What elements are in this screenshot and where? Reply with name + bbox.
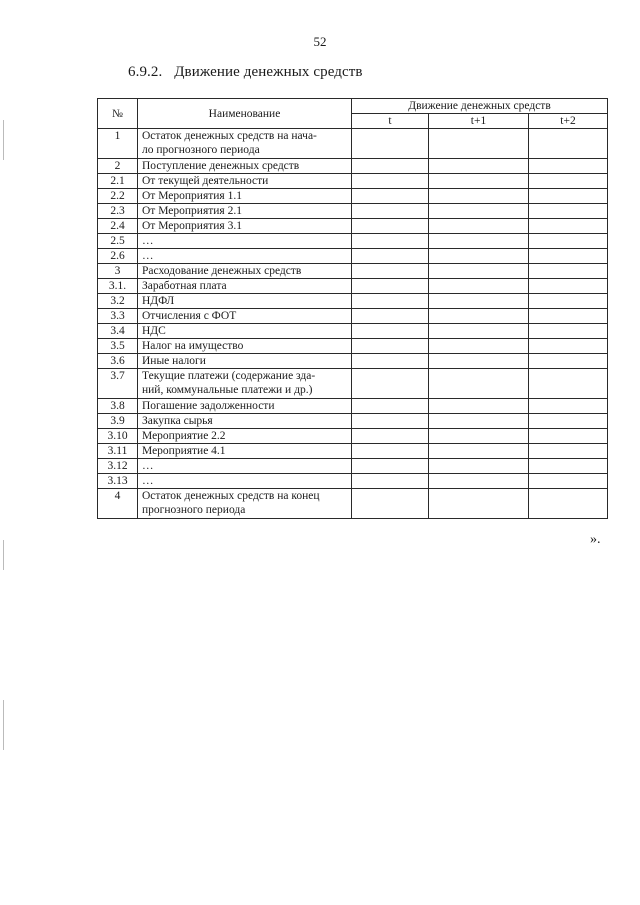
value-cell-t2 <box>529 489 608 519</box>
table-row <box>98 414 608 429</box>
table-row <box>98 324 608 339</box>
value-cell-t1 <box>429 309 529 324</box>
header-period-t2: t+2 <box>529 114 608 129</box>
value-cell-t2 <box>529 309 608 324</box>
value-cell-t <box>352 219 429 234</box>
value-cell-t <box>352 174 429 189</box>
value-cell-t <box>352 474 429 489</box>
row-number: 2.6 <box>98 249 138 264</box>
value-cell-t2 <box>529 279 608 294</box>
table-row <box>98 264 608 279</box>
table-header-row <box>98 99 608 114</box>
row-name: Мероприятие 2.2 <box>138 429 352 444</box>
row-name: Закупка сырья <box>138 414 352 429</box>
row-number: 3.13 <box>98 474 138 489</box>
header-name: Наименование <box>138 99 352 129</box>
table-row <box>98 369 608 399</box>
value-cell-t2 <box>529 189 608 204</box>
table-row <box>98 339 608 354</box>
row-number: 3.10 <box>98 429 138 444</box>
value-cell-t1 <box>429 324 529 339</box>
scan-margin-mark <box>3 700 4 750</box>
value-cell-t2 <box>529 294 608 309</box>
value-cell-t1 <box>429 414 529 429</box>
value-cell-t2 <box>529 174 608 189</box>
table-row <box>98 234 608 249</box>
value-cell-t <box>352 429 429 444</box>
value-cell-t1 <box>429 189 529 204</box>
value-cell-t <box>352 324 429 339</box>
value-cell-t1 <box>429 489 529 519</box>
value-cell-t1 <box>429 234 529 249</box>
value-cell-t2 <box>529 444 608 459</box>
table-row <box>98 174 608 189</box>
table-body <box>98 129 608 519</box>
value-cell-t <box>352 399 429 414</box>
row-name: Текущие платежи (содержание зда- ний, коммунальные платежи и др.) <box>138 369 352 399</box>
value-cell-t <box>352 444 429 459</box>
row-number: 2 <box>98 159 138 174</box>
value-cell-t1 <box>429 204 529 219</box>
value-cell-t2 <box>529 234 608 249</box>
row-number: 3.11 <box>98 444 138 459</box>
row-name: От Мероприятия 2.1 <box>138 204 352 219</box>
row-number: 3.6 <box>98 354 138 369</box>
row-name: Иные налоги <box>138 354 352 369</box>
row-name: … <box>138 474 352 489</box>
closing-quote: ». <box>590 532 601 547</box>
row-name: Остаток денежных средств на нача- ло прогнозного периода <box>138 129 352 159</box>
row-number: 3 <box>98 264 138 279</box>
value-cell-t2 <box>529 339 608 354</box>
value-cell-t2 <box>529 459 608 474</box>
value-cell-t1 <box>429 339 529 354</box>
table-row <box>98 489 608 519</box>
value-cell-t1 <box>429 459 529 474</box>
value-cell-t <box>352 189 429 204</box>
value-cell-t2 <box>529 399 608 414</box>
value-cell-t1 <box>429 159 529 174</box>
row-number: 2.3 <box>98 204 138 219</box>
row-name: … <box>138 459 352 474</box>
value-cell-t <box>352 339 429 354</box>
value-cell-t <box>352 264 429 279</box>
value-cell-t1 <box>429 174 529 189</box>
table-row <box>98 279 608 294</box>
value-cell-t <box>352 294 429 309</box>
value-cell-t <box>352 129 429 159</box>
table-row <box>98 294 608 309</box>
value-cell-t2 <box>529 414 608 429</box>
value-cell-t1 <box>429 429 529 444</box>
value-cell-t2 <box>529 204 608 219</box>
row-name: Налог на имущество <box>138 339 352 354</box>
value-cell-t1 <box>429 219 529 234</box>
value-cell-t <box>352 459 429 474</box>
header-group: Движение денежных средств <box>352 99 608 114</box>
table-row <box>98 429 608 444</box>
row-number: 3.8 <box>98 399 138 414</box>
scan-margin-mark <box>3 540 4 570</box>
row-name: НДФЛ <box>138 294 352 309</box>
row-number: 1 <box>98 129 138 159</box>
row-number: 3.4 <box>98 324 138 339</box>
value-cell-t1 <box>429 129 529 159</box>
table-row <box>98 474 608 489</box>
row-name: Поступление денежных средств <box>138 159 352 174</box>
section-heading <box>128 64 363 81</box>
value-cell-t1 <box>429 264 529 279</box>
row-name: От текущей деятельности <box>138 174 352 189</box>
row-number: 4 <box>98 489 138 519</box>
value-cell-t1 <box>429 369 529 399</box>
row-name: Отчисления с ФОТ <box>138 309 352 324</box>
header-period-t: t <box>352 114 429 129</box>
value-cell-t2 <box>529 369 608 399</box>
row-number: 3.3 <box>98 309 138 324</box>
table-row <box>98 204 608 219</box>
value-cell-t <box>352 249 429 264</box>
value-cell-t1 <box>429 279 529 294</box>
row-name: Мероприятие 4.1 <box>138 444 352 459</box>
row-number: 2.4 <box>98 219 138 234</box>
table-row <box>98 249 608 264</box>
header-period-t1: t+1 <box>429 114 529 129</box>
table-row <box>98 444 608 459</box>
value-cell-t <box>352 309 429 324</box>
value-cell-t <box>352 204 429 219</box>
value-cell-t2 <box>529 129 608 159</box>
value-cell-t2 <box>529 429 608 444</box>
value-cell-t1 <box>429 474 529 489</box>
row-name: От Мероприятия 1.1 <box>138 189 352 204</box>
table-row <box>98 189 608 204</box>
row-number: 3.5 <box>98 339 138 354</box>
value-cell-t2 <box>529 354 608 369</box>
row-number: 3.12 <box>98 459 138 474</box>
table-row <box>98 159 608 174</box>
table-row <box>98 399 608 414</box>
value-cell-t <box>352 369 429 399</box>
row-number: 3.7 <box>98 369 138 399</box>
row-name: От Мероприятия 3.1 <box>138 219 352 234</box>
value-cell-t2 <box>529 249 608 264</box>
value-cell-t <box>352 234 429 249</box>
value-cell-t1 <box>429 399 529 414</box>
value-cell-t <box>352 354 429 369</box>
value-cell-t <box>352 159 429 174</box>
row-name: Расходование денежных средств <box>138 264 352 279</box>
header-num: № <box>98 99 138 129</box>
row-number: 2.1 <box>98 174 138 189</box>
row-number: 3.1. <box>98 279 138 294</box>
row-name: НДС <box>138 324 352 339</box>
value-cell-t <box>352 414 429 429</box>
value-cell-t <box>352 279 429 294</box>
row-number: 3.2 <box>98 294 138 309</box>
section-title: Движение денежных средств <box>174 64 363 80</box>
value-cell-t2 <box>529 159 608 174</box>
value-cell-t2 <box>529 219 608 234</box>
row-number: 3.9 <box>98 414 138 429</box>
row-name: … <box>138 249 352 264</box>
value-cell-t2 <box>529 264 608 279</box>
value-cell-t1 <box>429 354 529 369</box>
row-number: 2.5 <box>98 234 138 249</box>
value-cell-t1 <box>429 444 529 459</box>
row-name: Заработная плата <box>138 279 352 294</box>
table-row <box>98 309 608 324</box>
row-name: Погашение задолженности <box>138 399 352 414</box>
row-name: … <box>138 234 352 249</box>
scan-margin-mark <box>3 120 4 160</box>
table-row <box>98 354 608 369</box>
section-number: 6.9.2. <box>128 64 163 80</box>
page-number: 52 <box>313 34 327 49</box>
value-cell-t1 <box>429 249 529 264</box>
value-cell-t <box>352 489 429 519</box>
table-row <box>98 459 608 474</box>
value-cell-t2 <box>529 474 608 489</box>
cash-flow-table <box>97 98 608 519</box>
value-cell-t2 <box>529 324 608 339</box>
table-row <box>98 129 608 159</box>
row-number: 2.2 <box>98 189 138 204</box>
row-name: Остаток денежных средств на конец прогнозного периода <box>138 489 352 519</box>
value-cell-t1 <box>429 294 529 309</box>
table-row <box>98 219 608 234</box>
